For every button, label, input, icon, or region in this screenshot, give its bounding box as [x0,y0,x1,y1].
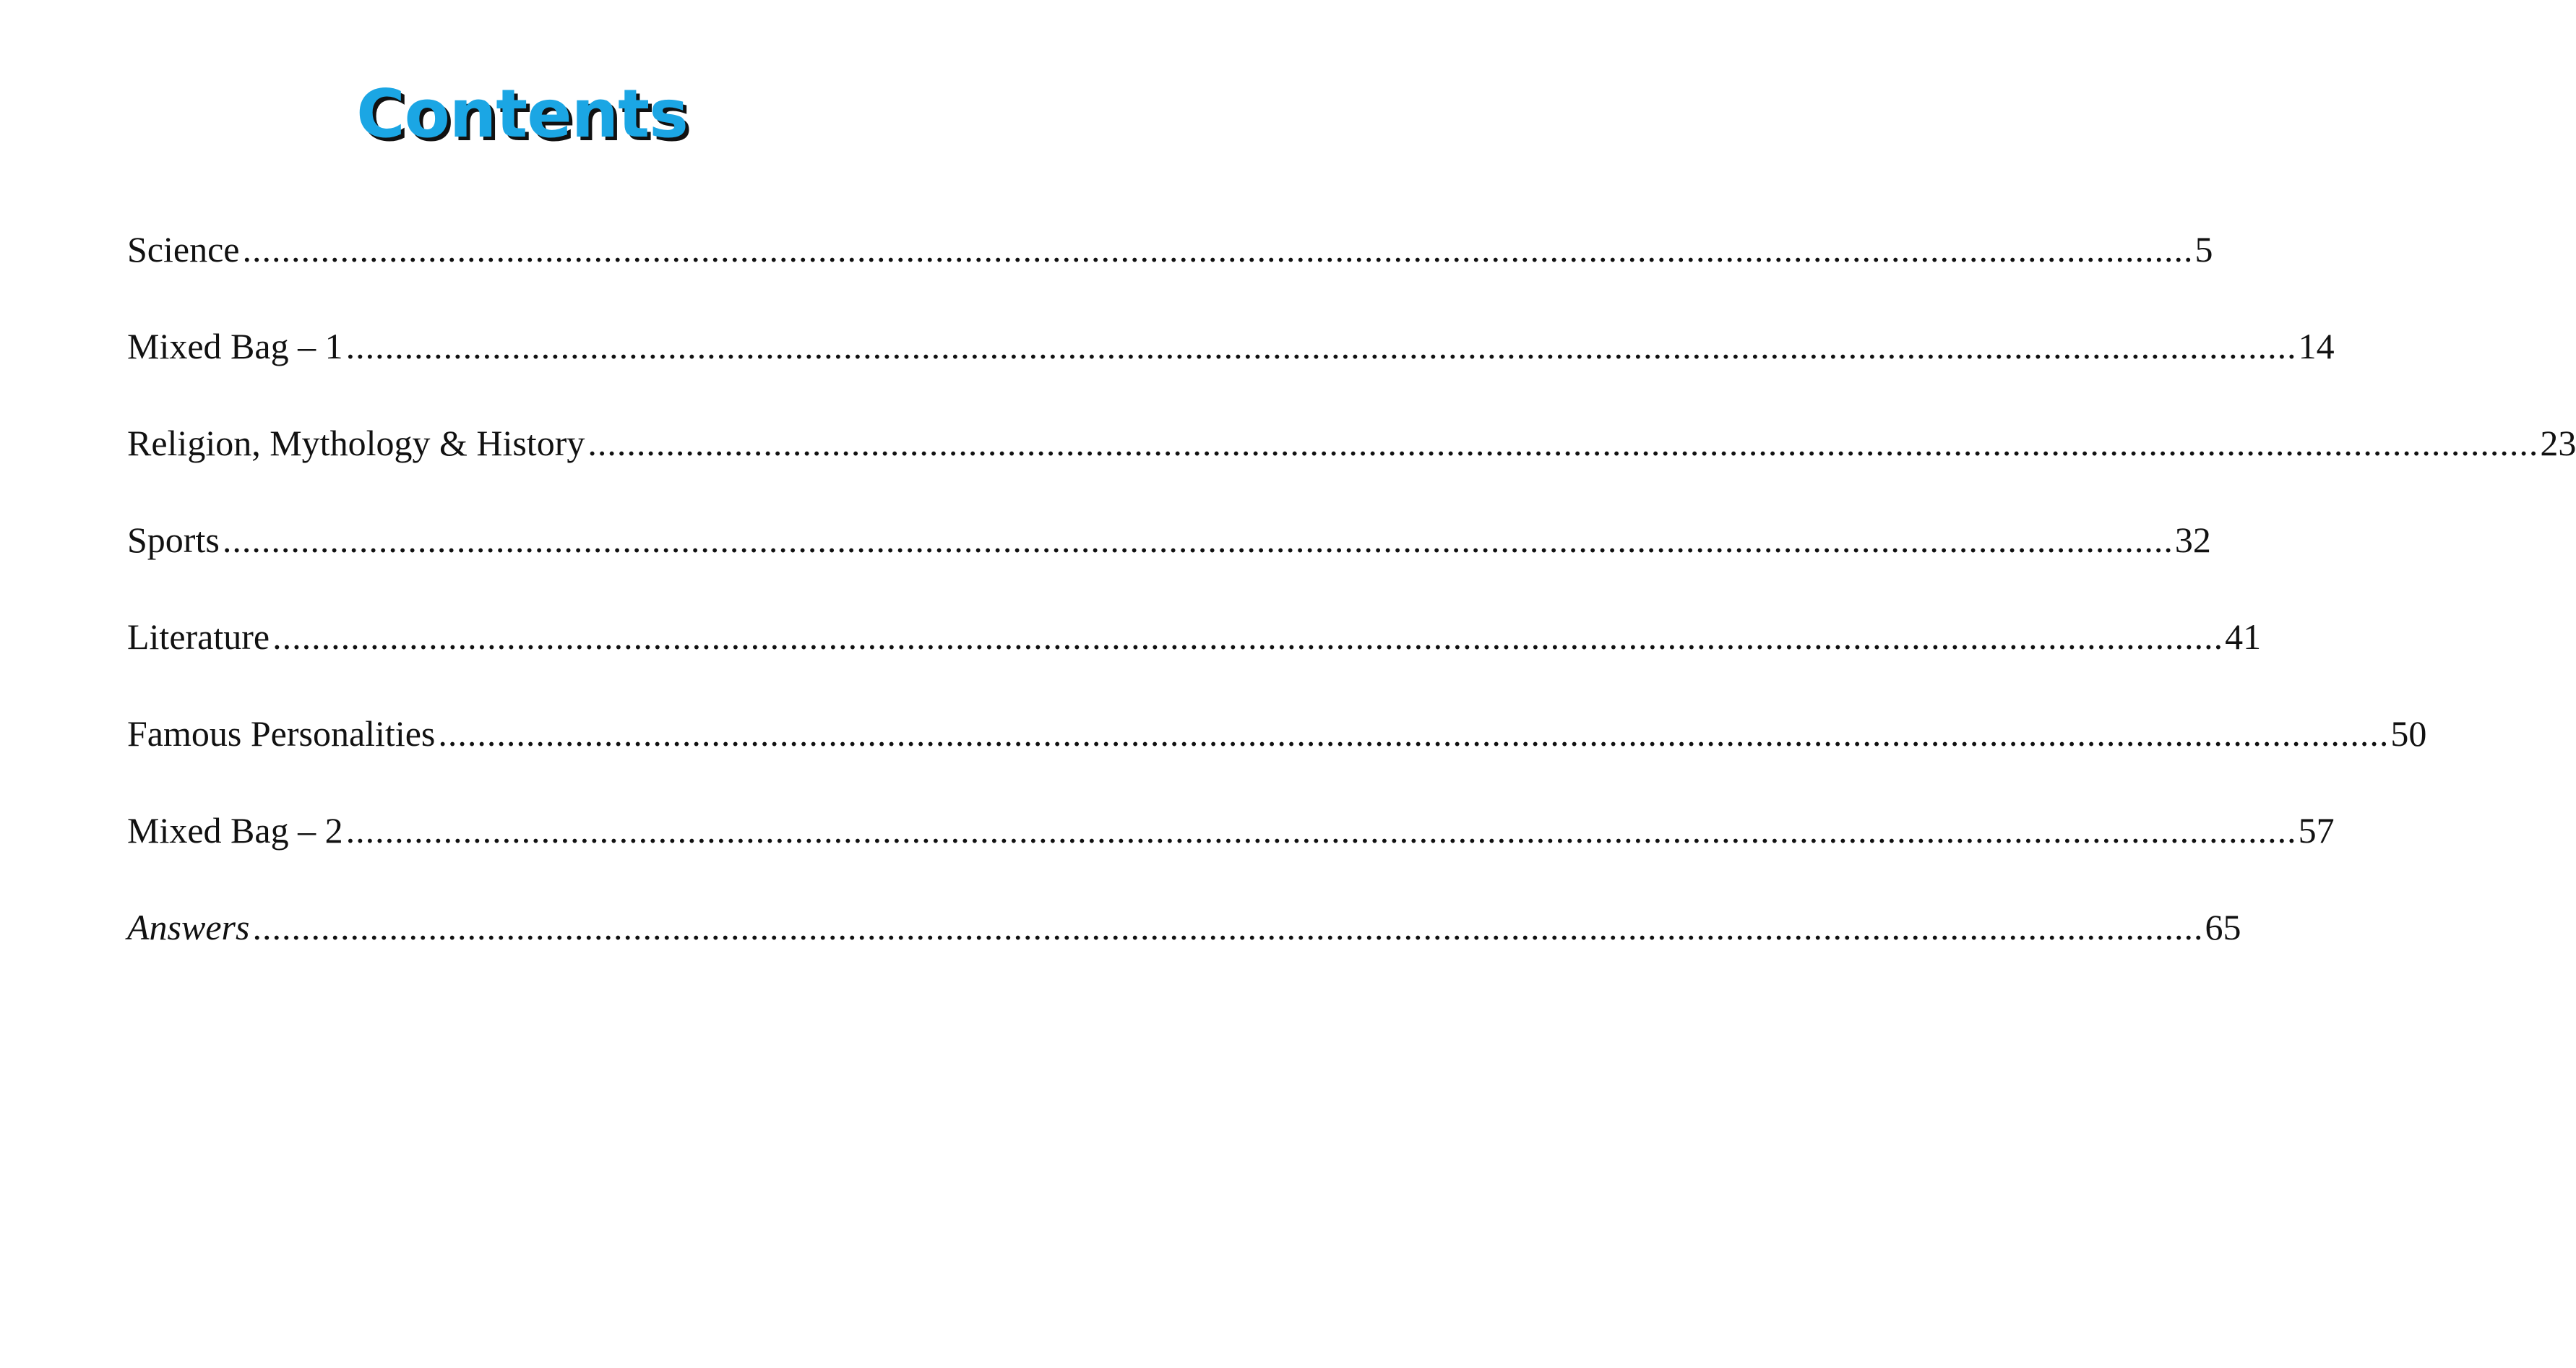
toc-entry-page: 65 [2205,907,2241,947]
table-of-contents [127,224,2576,999]
toc-entry-label: Literature [127,611,272,662]
toc-entry-page: 32 [2174,520,2211,560]
toc-entry-label: Mixed Bag – 2 [127,805,346,856]
toc-entry-label: Mixed Bag – 1 [127,321,346,371]
toc-entry-page: 50 [2390,713,2427,754]
toc-entry-label: Famous Personalities [127,708,438,759]
toc-entry-label: Science [127,224,242,275]
toc-entry-famous-personalities[interactable] [127,708,2427,805]
toc-entry-page: 41 [2225,616,2262,657]
toc-entry-mixed-bag-2[interactable] [127,805,2335,902]
toc-entry-literature[interactable] [127,611,2262,708]
toc-entry-mixed-bag-1[interactable] [127,321,2335,418]
dot-leader: ........................................................................................................................................................................................................ [252,907,2204,947]
dot-leader: ........................................................................................................................................................................................................ [587,423,2539,463]
toc-entry-page: 57 [2298,810,2335,851]
toc-entry-religion-mythology-history[interactable] [127,418,2576,515]
toc-entry-answers[interactable] [127,902,2241,999]
dot-leader: ........................................................................................................................................................................................................ [345,326,2297,366]
page-title: Contents [356,75,688,152]
toc-entry-science[interactable] [127,224,2213,321]
dot-leader: ........................................................................................................................................................................................................ [345,810,2297,851]
dot-leader: ........................................................................................................................................................................................................ [242,229,2194,270]
toc-entry-sports[interactable] [127,515,2211,611]
dot-leader: ........................................................................................................................................................................................................ [272,616,2224,657]
toc-entry-page: 5 [2194,229,2213,270]
toc-entry-label: Answers [127,902,252,952]
dot-leader: ........................................................................................................................................................................................................ [222,520,2174,560]
toc-entry-page: 23 [2540,423,2576,463]
toc-entry-label: Sports [127,515,223,565]
toc-entry-label: Religion, Mythology & History [127,418,587,468]
toc-entry-page: 14 [2298,326,2335,366]
dot-leader: ........................................................................................................................................................................................................ [438,713,2390,754]
